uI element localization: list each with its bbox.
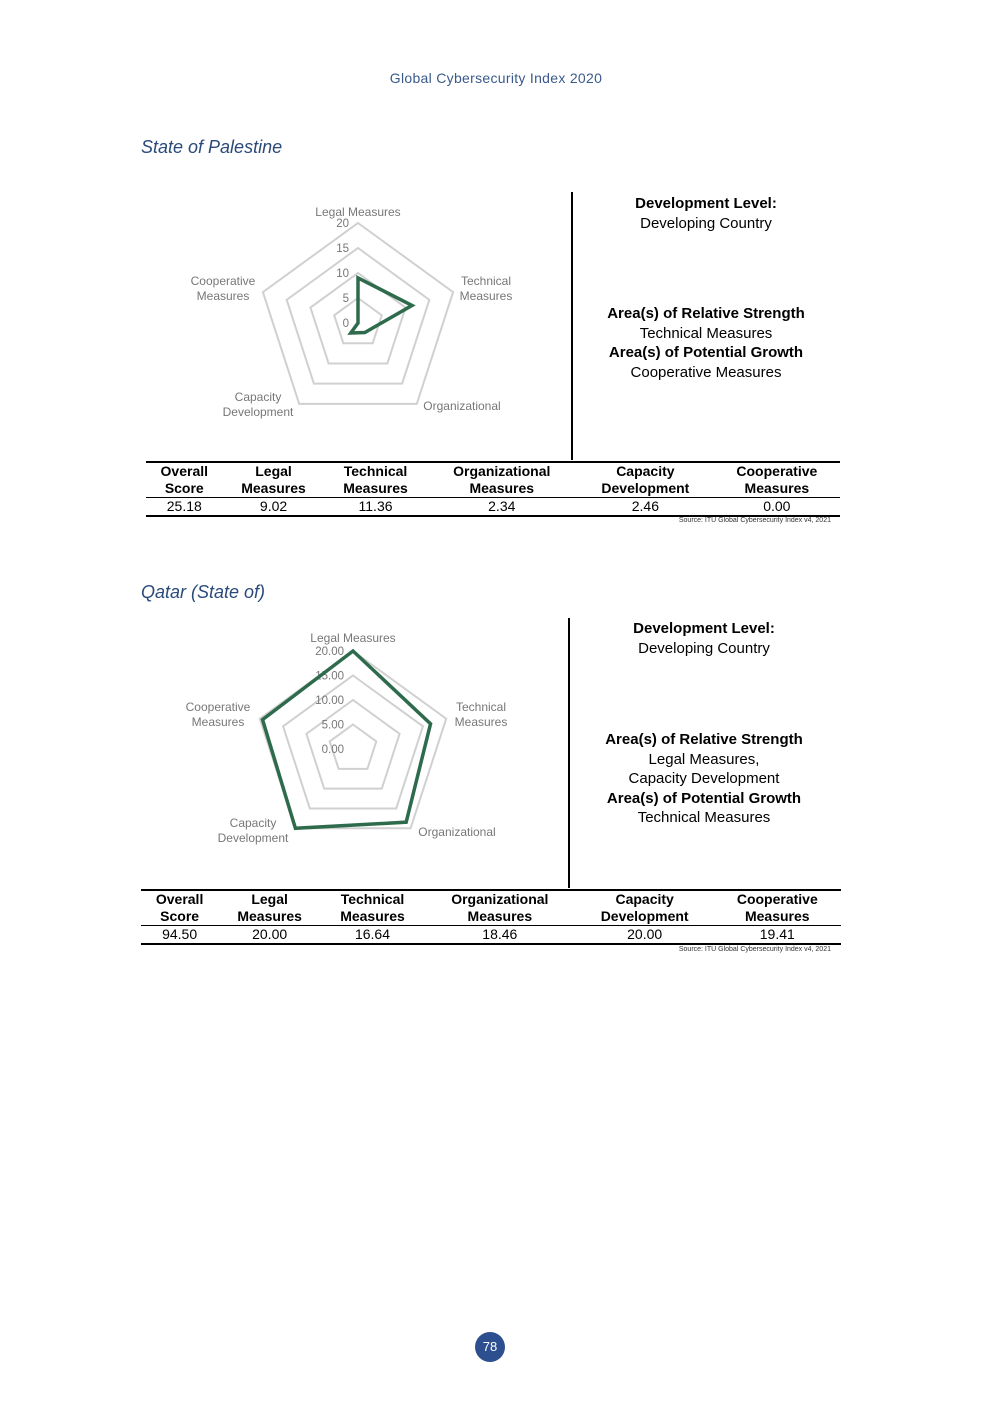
radar-tick-label: 10.00 bbox=[315, 695, 344, 707]
development-level-value: Developing Country bbox=[638, 639, 770, 657]
radar-axis-label: Cooperative Measures bbox=[190, 274, 256, 303]
score-table bbox=[146, 461, 840, 517]
radar-axis-label: Legal Measures bbox=[310, 631, 396, 645]
value-capacity-development: 20.00 bbox=[576, 926, 714, 945]
radar-chart bbox=[160, 620, 540, 860]
document-header-title: Global Cybersecurity Index 2020 bbox=[389, 70, 603, 86]
header-capacity-development: Capacity Development bbox=[576, 890, 714, 926]
value-organizational-measures: 18.46 bbox=[424, 926, 576, 945]
radar-tick-label: 5.00 bbox=[321, 719, 344, 732]
country-title: Qatar (State of) bbox=[141, 582, 266, 602]
header-technical-measures: Technical Measures bbox=[325, 462, 427, 498]
country-title: State of Palestine bbox=[141, 137, 283, 157]
value-cooperative-measures: 19.41 bbox=[714, 926, 841, 945]
radar-axis-label: Organizational bbox=[418, 825, 496, 839]
radar-tick-label: 20.00 bbox=[315, 646, 344, 658]
value-overall-score: 25.18 bbox=[146, 498, 223, 517]
radar-tick-label: 15 bbox=[336, 243, 349, 255]
potential-growth-label: Area(s) of Potential Growth bbox=[606, 789, 802, 807]
header-capacity-development: Capacity Development bbox=[577, 462, 714, 498]
header-organizational-measures: Organizational Measures bbox=[427, 462, 578, 498]
info-panel bbox=[571, 194, 841, 382]
potential-growth-value: Technical Measures bbox=[637, 809, 771, 826]
value-organizational-measures: 2.34 bbox=[427, 498, 578, 517]
radar-axis-label: Organizational bbox=[423, 399, 501, 413]
radar-grid-ring bbox=[306, 700, 399, 789]
radar-chart-svg bbox=[160, 620, 540, 860]
value-capacity-development: 2.46 bbox=[577, 498, 714, 517]
score-table-value-row bbox=[146, 498, 840, 517]
value-legal-measures: 9.02 bbox=[223, 498, 325, 517]
value-technical-measures: 11.36 bbox=[325, 498, 427, 517]
development-level-label: Development Level: bbox=[633, 620, 775, 637]
radar-tick-label: 0.00 bbox=[321, 744, 344, 756]
radar-chart-svg bbox=[165, 195, 545, 435]
potential-growth-value: Cooperative Measures bbox=[630, 363, 782, 381]
radar-tick-label: 15.00 bbox=[315, 670, 344, 683]
radar-tick-label: 5 bbox=[342, 293, 349, 305]
relative-strength-label: Area(s) of Relative Strength bbox=[607, 305, 805, 322]
page-number-badge: 78 bbox=[475, 1332, 505, 1362]
info-panel bbox=[569, 619, 839, 828]
value-legal-measures: 20.00 bbox=[218, 926, 321, 945]
value-cooperative-measures: 0.00 bbox=[714, 498, 840, 517]
relative-strength-label: Area(s) of Relative Strength bbox=[605, 731, 803, 748]
radar-tick-label: 0 bbox=[342, 318, 349, 330]
score-table bbox=[141, 889, 841, 945]
radar-axis-label: Technical Measures bbox=[454, 700, 508, 729]
radar-tick-label: 20 bbox=[336, 218, 349, 230]
source-note: Source: ITU Global Cybersecurity Index v4, 2021 bbox=[678, 517, 831, 524]
value-overall-score: 94.50 bbox=[141, 926, 218, 945]
header-cooperative-measures: Cooperative Measures bbox=[714, 890, 841, 926]
relative-strength-value: Technical Measures bbox=[639, 324, 773, 342]
radar-axis-label: Technical Measures bbox=[459, 274, 513, 303]
development-level-value: Developing Country bbox=[640, 214, 772, 232]
development-level-label: Development Level: bbox=[635, 195, 777, 212]
potential-growth-label: Area(s) of Potential Growth bbox=[608, 344, 804, 361]
value-technical-measures: 16.64 bbox=[321, 926, 424, 945]
source-note: Source: ITU Global Cybersecurity Index v4, 2021 bbox=[678, 946, 831, 953]
header-organizational-measures: Organizational Measures bbox=[424, 890, 576, 926]
header-technical-measures: Technical Measures bbox=[321, 890, 424, 926]
header-legal-measures: Legal Measures bbox=[218, 890, 321, 926]
header-legal-measures: Legal Measures bbox=[223, 462, 325, 498]
radar-axis-label: Capacity Development bbox=[222, 390, 294, 419]
header-cooperative-measures: Cooperative Measures bbox=[714, 462, 840, 498]
radar-axis-label: Legal Measures bbox=[315, 205, 401, 219]
radar-axis-label: Capacity Development bbox=[217, 816, 289, 845]
radar-axis-label: Cooperative Measures bbox=[185, 700, 251, 729]
score-table-header-row bbox=[141, 890, 841, 926]
score-table-header-row bbox=[146, 462, 840, 498]
relative-strength-value: Legal Measures, Capacity Development bbox=[628, 750, 780, 787]
score-table-value-row bbox=[141, 926, 841, 945]
radar-chart bbox=[165, 195, 545, 435]
header-overall-score: Overall Score bbox=[146, 462, 223, 498]
header-overall-score: Overall Score bbox=[141, 890, 218, 926]
radar-tick-label: 10 bbox=[336, 268, 349, 280]
